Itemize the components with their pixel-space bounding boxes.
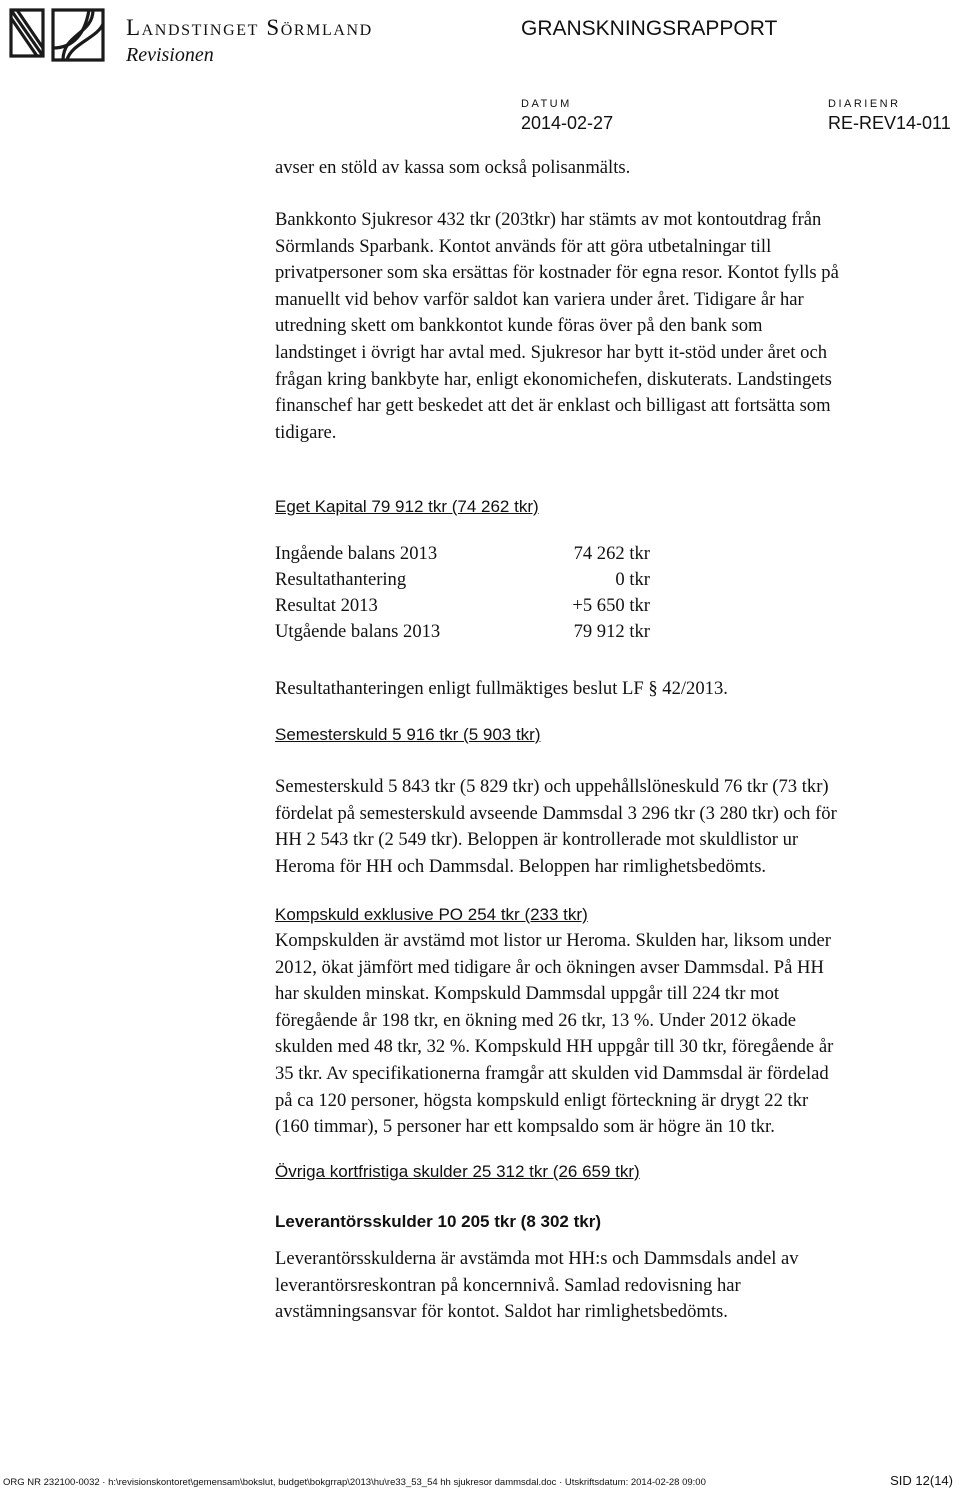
balance-label: Resultathantering (275, 569, 407, 590)
page-number: SID 12(14) (890, 1473, 953, 1488)
text-line: har skulden minskat. Kompskuld Dammsdal uppgår till 224 tkr mot (275, 983, 780, 1005)
balance-value: 79 912 tkr (573, 621, 650, 642)
paragraph-kompskuld (275, 928, 960, 1141)
paragraph-bankkonto (275, 207, 960, 446)
organization-name: Landstinget Sörmland (126, 15, 373, 40)
organization-subtitle: Revisionen (126, 44, 214, 66)
balance-value: +5 650 tkr (572, 595, 650, 616)
text-line: Sörmlands Sparbank. Kontot används för att göra utbetalningar till (275, 235, 772, 257)
leverantorsskulder-heading: Leverantörsskulder 10 205 tkr (8 302 tkr) (275, 1212, 602, 1231)
text-line: Heroma för HH och Dammsdal. Beloppen har rimlighetsbedömts. (275, 855, 767, 877)
balance-label: Utgående balans 2013 (275, 621, 441, 642)
semesterskuld-heading: Semesterskuld 5 916 tkr (5 903 tkr) (275, 725, 541, 744)
text-line: utredning skett om bankkontot kunde föras över på den bank som (275, 315, 763, 337)
balance-value: 0 tkr (615, 569, 650, 590)
paragraph-leverantorsskulder (275, 1246, 960, 1326)
report-type: GRANSKNINGSRAPPORT (521, 17, 778, 40)
balance-label: Resultat 2013 (275, 595, 378, 616)
text-line: Leverantörsskulderna är avstämda mot HH:s och Dammsdals andel av (275, 1248, 799, 1269)
balance-value: 74 262 tkr (573, 543, 650, 564)
ovriga-skulder-heading: Övriga kortfristiga skulder 25 312 tkr (26 659 tkr) (275, 1162, 640, 1181)
kompskuld-heading: Kompskuld exklusive PO 254 tkr (233 tkr) (275, 905, 588, 924)
balance-row (275, 543, 675, 569)
balance-row (275, 595, 675, 621)
paragraph-theft (275, 155, 960, 182)
text-line: på ca 120 personer, högsta kompskuld enligt förteckning är drygt 22 tkr (275, 1089, 809, 1111)
text-line: privatpersoner som ska ersättas för kostnader för egna resor. Kontot fylls på (275, 262, 839, 284)
eget-kapital-heading: Eget Kapital 79 912 tkr (74 262 tkr) (275, 497, 539, 516)
resultat-note (275, 676, 960, 703)
text-line: avstämningsansvar för kontot. Saldot har rimlighetsbedömts. (275, 1301, 728, 1323)
landstinget-logo (3, 4, 111, 66)
text-line: finanschef har gett beskedet att det är enklast och billigast att fortsätta som (275, 395, 831, 417)
text-line: skulden med 48 tkr, 32 %. Kompskuld HH uppgår till 30 tkr, föregående år (275, 1036, 834, 1058)
balance-label: Ingående balans 2013 (275, 543, 438, 564)
text-line: tidigare. (275, 421, 337, 443)
text-line: HH 2 543 tkr (2 549 tkr). Beloppen är kontrollerade mot skuldlistor ur (275, 829, 799, 851)
text-line: fördelat på semesterskuld avseende Dammsdal 3 296 tkr (3 280 tkr) och för (275, 802, 837, 824)
text-line: Resultathanteringen enligt fullmäktiges beslut LF § 42/2013. (275, 678, 728, 699)
text-line: Kompskulden är avstämd mot listor ur Heroma. Skulden har, liksom under (275, 930, 831, 951)
balance-row (275, 621, 675, 647)
logo-emblem-icon (3, 4, 111, 66)
text-line: Bankkonto Sjukresor 432 tkr (203tkr) har stämts av mot kontoutdrag från (275, 209, 822, 230)
text-line: avser en stöld av kassa som också polisanmälts. (275, 157, 631, 178)
date-label: DATUM (521, 98, 572, 110)
text-line: Semesterskuld 5 843 tkr (5 829 tkr) och uppehållslöneskuld 76 tkr (73 tkr) (275, 776, 829, 797)
diarienr-label: DIARIENR (828, 98, 901, 110)
balance-row (275, 569, 675, 595)
footer-document-info: ORG NR 232100-0032 · h:\revisionskontoret\gemensam\bokslut, budget\bokgrrap\2013\hu\re33_53_54 hh sjukresor dammsdal.doc · Utskriftsdatum: 2014-02-28 09:00 (3, 1477, 706, 1488)
date-value: 2014-02-27 (521, 113, 614, 133)
text-line: leverantörsreskontran på koncernnivå. Samlad redovisning har (275, 1274, 741, 1296)
text-line: 35 tkr. Av specifikationerna framgår att skulden vid Dammsdal är fördelad (275, 1062, 829, 1084)
text-line: 2012, ökat jämfört med tidigare år och ökningen avser Dammsdal. På HH (275, 956, 824, 978)
paragraph-semesterskuld (275, 774, 960, 880)
text-line: landstinget i övrigt har avtal med. Sjukresor har bytt it-stöd under året och (275, 341, 827, 363)
text-line: manuellt vid behov varför saldot kan variera under året. Tidigare år har (275, 288, 804, 310)
text-line: föregående år 198 tkr, en ökning med 26 tkr, 13 %. Under 2012 ökade (275, 1009, 797, 1031)
text-line: (160 timmar), 5 personer har ett kompsaldo som är högre än 10 tkr. (275, 1116, 775, 1138)
diarienr-value: RE-REV14-011 (828, 113, 951, 133)
text-line: frågan kring bankbyte har, enligt ekonomichefen, diskuterats. Landstingets (275, 368, 832, 390)
